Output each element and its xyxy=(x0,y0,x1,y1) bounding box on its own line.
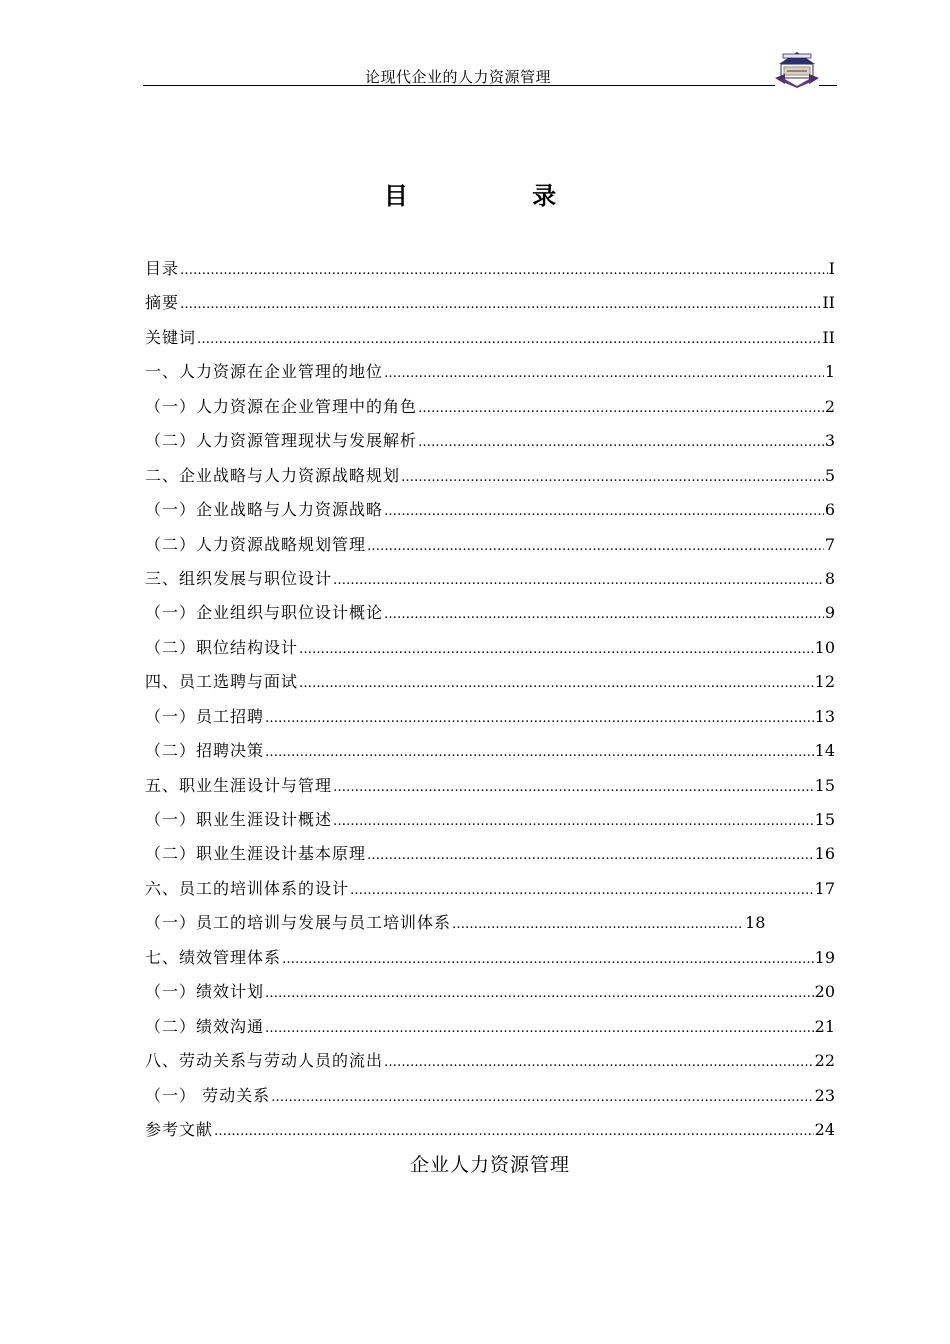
toc-entry-label: （二）职位结构设计 xyxy=(145,637,299,657)
toc-entry-page-number: 1 xyxy=(824,362,835,382)
toc-entry[interactable] xyxy=(145,321,835,355)
toc-entry-label: （一）员工的培训与发展与员工培训体系 xyxy=(145,913,452,933)
toc-leader-dots xyxy=(180,254,828,288)
toc-entry-page-number: 19 xyxy=(814,947,835,967)
toc-leader-dots xyxy=(384,495,824,529)
header-rule xyxy=(143,85,775,86)
toc-entry-label: 四、员工选聘与面试 xyxy=(145,672,299,692)
toc-entry-page-number: 17 xyxy=(814,878,835,898)
toc-entry[interactable] xyxy=(145,424,835,458)
toc-entry-page-number: 22 xyxy=(814,1051,835,1071)
toc-entry-page-number: 15 xyxy=(814,810,835,829)
toc-entry-label: （二）职业生涯设计基本原理 xyxy=(145,844,367,864)
university-crest-icon xyxy=(775,50,819,88)
document-title: 目 录 xyxy=(383,181,615,210)
toc-entry[interactable] xyxy=(145,769,835,803)
toc-leader-dots xyxy=(452,908,742,942)
toc-entry-page-number: 14 xyxy=(814,741,835,761)
toc-entry[interactable] xyxy=(145,252,835,286)
toc-entry[interactable] xyxy=(145,493,835,527)
header-title: 论现代企业的人力资源管理 xyxy=(364,68,551,86)
toc-entry-label: 五、职业生涯设计与管理 xyxy=(145,775,333,795)
toc-entry-label: 六、员工的培训体系的设计 xyxy=(145,878,350,898)
toc-entry[interactable] xyxy=(145,872,835,906)
toc-entry[interactable] xyxy=(145,665,835,699)
toc-entry-label: （二）绩效沟通 xyxy=(145,1016,265,1036)
toc-leader-dots xyxy=(350,874,814,908)
toc-entry-label: （一）企业组织与职位设计概论 xyxy=(145,603,384,623)
toc-entry[interactable] xyxy=(145,1113,835,1147)
toc-entry-label: 二、企业战略与人力资源战略规划 xyxy=(145,465,401,485)
toc-entry[interactable] xyxy=(145,355,835,389)
toc-leader-dots xyxy=(384,357,824,391)
page-header xyxy=(143,58,837,88)
toc-entry[interactable] xyxy=(145,1010,835,1044)
toc-entry-label: （一）绩效计划 xyxy=(145,982,265,1002)
toc-leader-dots xyxy=(333,805,814,839)
toc-leader-dots xyxy=(418,392,824,426)
toc-entry-page-number: II xyxy=(822,293,835,313)
toc-entry-page-number: 21 xyxy=(814,1016,835,1036)
toc-leader-dots xyxy=(299,667,814,701)
toc-leader-dots xyxy=(333,564,824,598)
toc-leader-dots xyxy=(401,461,824,495)
toc-entry-label: （一）员工招聘 xyxy=(145,706,265,726)
toc-entry-page-number: 23 xyxy=(814,1085,835,1105)
toc-entry[interactable] xyxy=(145,975,835,1009)
toc-leader-dots xyxy=(418,426,824,460)
toc-entry-page-number: II xyxy=(822,327,835,347)
toc-entry[interactable] xyxy=(145,1044,835,1078)
toc-leader-dots xyxy=(282,943,814,977)
toc-leader-dots xyxy=(197,323,821,357)
toc-leader-dots xyxy=(265,702,814,736)
toc-entry-page-number: 20 xyxy=(814,982,835,1002)
toc-entry-label: 摘要 xyxy=(145,293,180,313)
toc-entry-page-number: 5 xyxy=(824,465,835,485)
toc-entry[interactable] xyxy=(145,1079,835,1113)
toc-entry-page-number: 7 xyxy=(824,534,835,554)
toc-leader-dots xyxy=(299,633,814,667)
toc-leader-dots xyxy=(384,1046,814,1080)
toc-leader-dots xyxy=(265,977,814,1011)
toc-entry-label: 一、人力资源在企业管理的地位 xyxy=(145,362,384,382)
toc-entry-label: （二）人力资源战略规划管理 xyxy=(145,534,367,554)
toc-entry[interactable] xyxy=(145,459,835,493)
toc-entry-label: 关键词 xyxy=(145,327,197,347)
toc-entry-page-number: 24 xyxy=(814,1119,835,1139)
toc-entry-page-number: 2 xyxy=(824,396,835,416)
table-of-contents xyxy=(145,252,835,1147)
toc-entry-page-number: 15 xyxy=(814,775,835,795)
toc-entry[interactable] xyxy=(145,390,835,424)
toc-entry-label: （一）职业生涯设计概述 xyxy=(145,810,333,829)
toc-leader-dots xyxy=(367,839,814,873)
toc-leader-dots xyxy=(384,598,824,632)
toc-entry-page-number: 9 xyxy=(824,603,835,623)
toc-entry-page-number: 6 xyxy=(824,500,835,520)
toc-entry[interactable] xyxy=(145,700,835,734)
toc-entry[interactable] xyxy=(145,596,835,630)
toc-leader-dots xyxy=(214,1115,814,1149)
toc-leader-dots xyxy=(265,736,814,770)
toc-entry-label: （二）招聘决策 xyxy=(145,741,265,761)
toc-entry-label: 七、绩效管理体系 xyxy=(145,947,282,967)
toc-entry[interactable] xyxy=(145,803,835,837)
toc-entry-label: 八、劳动关系与劳动人员的流出 xyxy=(145,1051,384,1071)
toc-entry-label: （一）企业战略与人力资源战略 xyxy=(145,500,384,520)
toc-leader-dots xyxy=(180,288,821,322)
toc-entry[interactable] xyxy=(145,562,835,596)
toc-entry-page-number: 18 xyxy=(745,913,766,933)
toc-entry-label: （二）人力资源管理现状与发展解析 xyxy=(145,431,418,451)
toc-entry-page-number: 16 xyxy=(814,844,835,864)
toc-entry[interactable] xyxy=(145,528,835,562)
toc-entry-page-number: 13 xyxy=(814,706,835,726)
toc-entry[interactable] xyxy=(145,286,835,320)
toc-entry-label: 目录 xyxy=(145,259,180,278)
toc-entry[interactable] xyxy=(145,734,835,768)
toc-entry-label: 参考文献 xyxy=(145,1119,214,1139)
toc-entry-label: 三、组织发展与职位设计 xyxy=(145,568,333,588)
toc-entry[interactable] xyxy=(145,837,835,871)
toc-entry[interactable] xyxy=(145,906,835,940)
toc-entry[interactable] xyxy=(145,631,835,665)
toc-entry-page-number: 3 xyxy=(824,431,835,451)
toc-leader-dots xyxy=(265,1012,814,1046)
toc-entry-label: （一）人力资源在企业管理中的角色 xyxy=(145,396,418,416)
toc-leader-dots xyxy=(271,1081,814,1115)
toc-entry-page-number: 10 xyxy=(814,637,835,657)
toc-entry-label: （一） 劳动关系 xyxy=(145,1085,271,1105)
toc-entry-page-number: 8 xyxy=(824,568,835,588)
toc-leader-dots xyxy=(367,530,824,564)
footer-title: 企业人力资源管理 xyxy=(409,1154,570,1176)
toc-entry-page-number: I xyxy=(828,259,835,278)
toc-entry-page-number: 12 xyxy=(814,672,835,692)
toc-leader-dots xyxy=(333,771,814,805)
header-rule-right xyxy=(819,85,837,86)
toc-entry[interactable] xyxy=(145,941,835,975)
